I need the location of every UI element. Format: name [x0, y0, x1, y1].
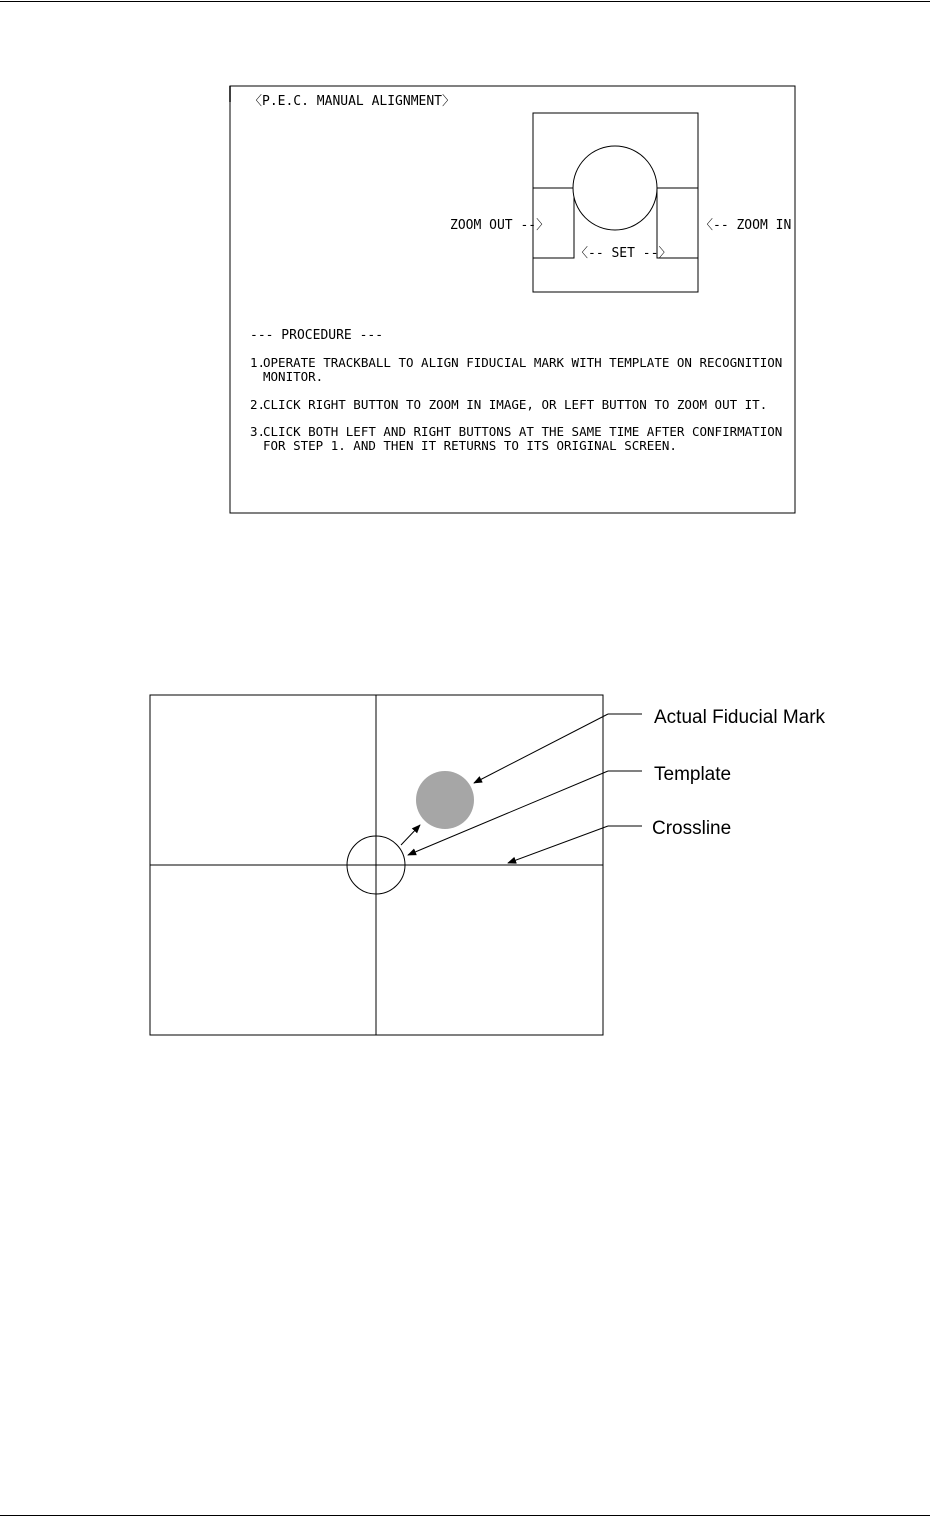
step-number: 1. [250, 355, 266, 370]
procedure-heading: --- PROCEDURE --- [250, 328, 384, 343]
procedure-step [250, 397, 767, 412]
step-number: 2. [250, 397, 266, 412]
crossline-label: Crossline [652, 818, 732, 839]
step-text-line1: CLICK BOTH LEFT AND RIGHT BUTTONS AT THE SAME TIME AFTER CONFIRMATION [263, 424, 783, 439]
procedure-step [250, 424, 782, 453]
crossline-callout-arrow [508, 826, 608, 863]
fiducial-label: Actual Fiducial Mark [654, 707, 826, 728]
template-label: Template [654, 764, 732, 785]
fiducial-callout-arrow [474, 714, 608, 783]
recognition-monitor-diagram [150, 695, 826, 1035]
alignment-direction-arrow [401, 825, 420, 845]
set-label: 〈-- SET --〉 [575, 246, 672, 261]
step-text-line2: MONITOR. [263, 369, 324, 384]
actual-fiducial-mark [416, 771, 474, 829]
step-text-line1: CLICK RIGHT BUTTON TO ZOOM IN IMAGE, OR LEFT BUTTON TO ZOOM OUT IT. [263, 397, 768, 412]
mouse-button-diagram [533, 113, 698, 292]
zoom-in-label: 〈-- ZOOM IN [700, 218, 792, 233]
zoom-out-label: ZOOM OUT --〉 [450, 218, 550, 233]
alignment-screen-panel [230, 86, 795, 513]
procedure-step [250, 355, 782, 384]
step-text-line2: FOR STEP 1. AND THEN IT RETURNS TO ITS ORIGINAL SCREEN. [263, 438, 677, 453]
step-text-line1: OPERATE TRACKBALL TO ALIGN FIDUCIAL MARK WITH TEMPLATE ON RECOGNITION [263, 355, 783, 370]
step-number: 3. [250, 424, 266, 439]
panel-title: 〈P.E.C. MANUAL ALIGNMENT〉 [249, 94, 456, 109]
trackball-circle [573, 146, 657, 230]
